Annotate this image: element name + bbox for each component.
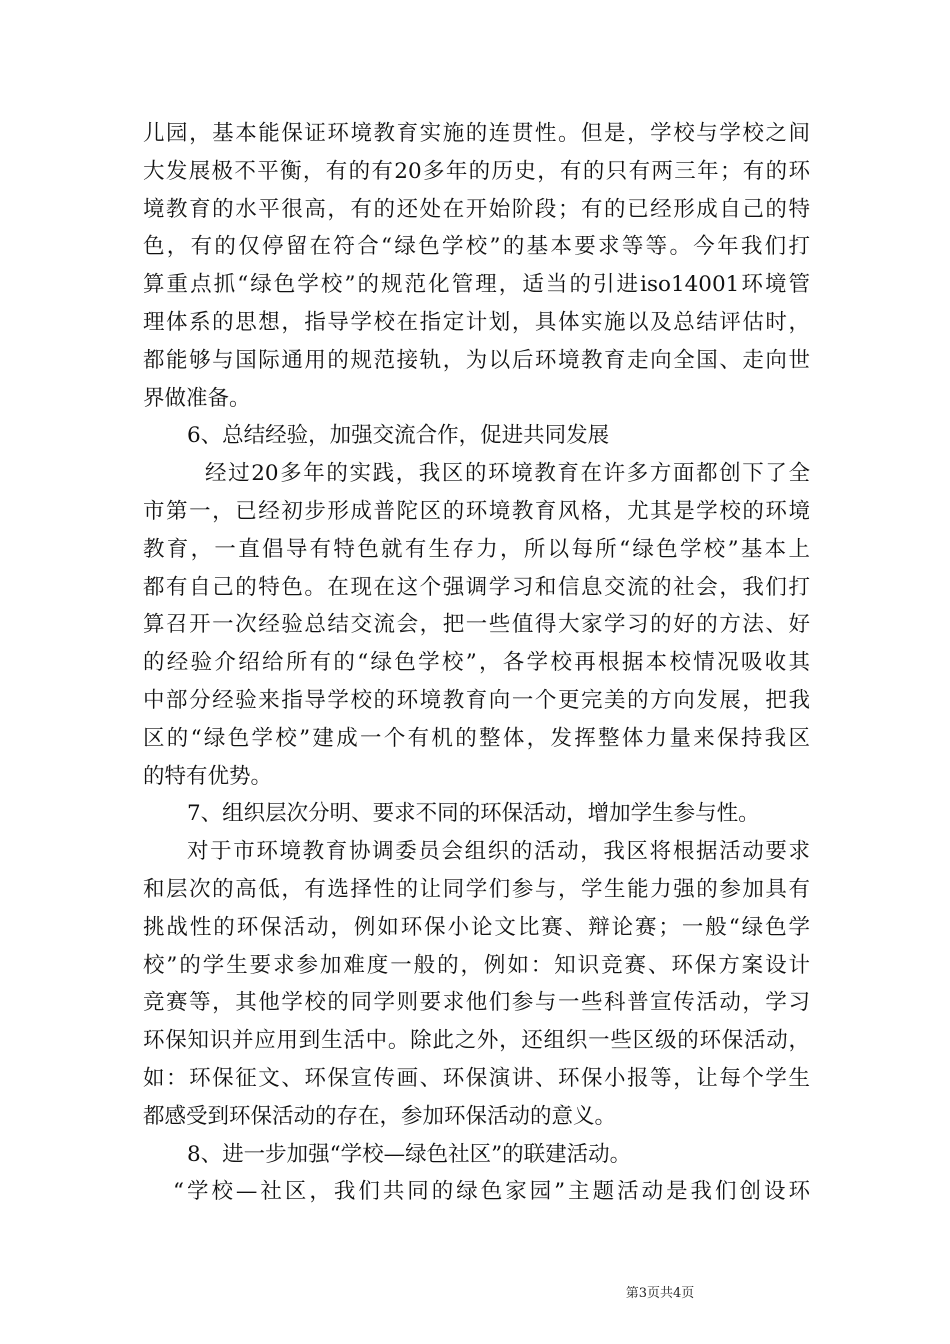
text-line: 市第一，已经初步形成普陀区的环境教育风格，尤其是学校的环境 <box>143 498 810 524</box>
text-line: 都有自己的特色。在现在这个强调学习和信息交流的社会，我们打 <box>143 574 810 600</box>
text-line: 的经验介绍给所有的“绿色学校”，各学校再根据本校情况吸收其 <box>143 650 810 676</box>
text-line: 教育，一直倡导有特色就有生存力，所以每所“绿色学校”基本上 <box>143 536 810 562</box>
text-line: 都能够与国际通用的规范接轨，为以后环境教育走向全国、走向世 <box>143 347 810 373</box>
text-line: 竞赛等，其他学校的同学则要求他们参与一些科普宣传活动，学习 <box>143 990 810 1016</box>
text-line: 环保知识并应用到生活中。除此之外，还组织一些区级的环保活动， <box>143 1028 810 1054</box>
text-line: “学校—社区，我们共同的绿色家园”主题活动是我们创设环 <box>173 1179 810 1205</box>
section-heading: 6、总结经验，加强交流合作，促进共同发展 <box>187 423 610 449</box>
text-line: 和层次的高低，有选择性的让同学们参与，学生能力强的参加具有 <box>143 876 810 902</box>
text-line: 对于市环境教育协调委员会组织的活动，我区将根据活动要求 <box>187 839 810 865</box>
text-line: 的特有优势。 <box>143 763 273 789</box>
text-line: 算召开一次经验总结交流会，把一些值得大家学习的好的方法、好 <box>143 612 810 638</box>
text-line: 如：环保征文、环保宣传画、环保演讲、环保小报等，让每个学生 <box>143 1065 810 1091</box>
text-line: 挑战性的环保活动，例如环保小论文比赛、辩论赛；一般“绿色学 <box>143 914 810 940</box>
text-line: 校”的学生要求参加难度一般的，例如：知识竞赛、环保方案设计 <box>143 952 810 978</box>
section-heading: 8、进一步加强“学校—绿色社区”的联建活动。 <box>187 1141 632 1167</box>
text-line: 都感受到环保活动的存在，参加环保活动的意义。 <box>143 1103 617 1129</box>
text-line: 理体系的思想，指导学校在指定计划，具体实施以及总结评估时， <box>143 309 810 335</box>
text-line: 算重点抓“绿色学校”的规范化管理，适当的引进iso14001环境管 <box>143 272 810 298</box>
text-line: 区的“绿色学校”建成一个有机的整体，发挥整体力量来保持我区 <box>143 725 810 751</box>
text-line: 大发展极不平衡，有的有20多年的历史，有的只有两三年；有的环 <box>143 158 810 184</box>
section-heading: 7、组织层次分明、要求不同的环保活动，增加学生参与性。 <box>187 801 760 827</box>
text-line: 中部分经验来指导学校的环境教育向一个更完美的方向发展，把我 <box>143 687 810 713</box>
page-number: 第3页共4页 <box>625 1286 695 1301</box>
text-line: 界做准备。 <box>143 385 251 411</box>
text-line: 经过20多年的实践，我区的环境教育在许多方面都创下了全 <box>205 461 810 487</box>
text-line: 色，有的仅停留在符合“绿色学校”的基本要求等等。今年我们打 <box>143 234 810 260</box>
text-line: 儿园，基本能保证环境教育实施的连贯性。但是，学校与学校之间 <box>143 121 810 146</box>
text-line: 境教育的水平很高，有的还处在开始阶段；有的已经形成自己的特 <box>143 196 810 222</box>
document-body <box>143 115 810 1211</box>
